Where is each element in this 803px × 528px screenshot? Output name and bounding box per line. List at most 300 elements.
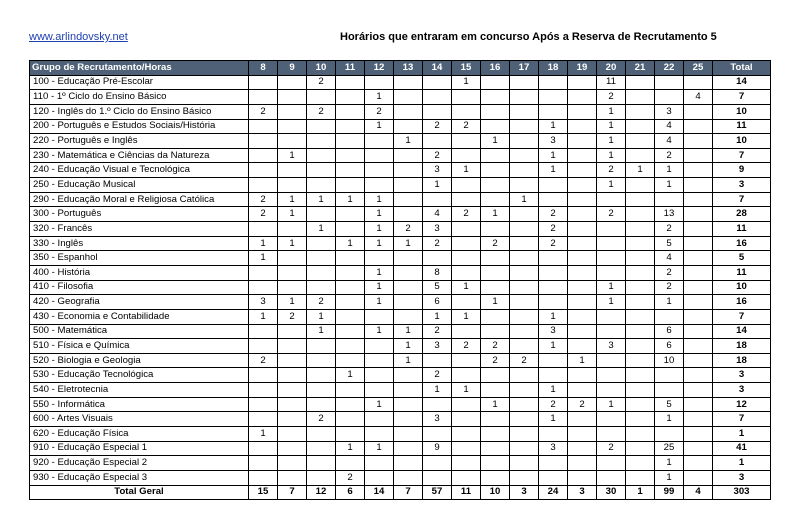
hours-cell xyxy=(481,104,510,119)
hours-cell xyxy=(249,90,278,105)
total-row xyxy=(30,485,771,500)
hours-cell: 5 xyxy=(423,280,452,295)
hours-cell: 2 xyxy=(249,104,278,119)
hours-cell xyxy=(539,456,568,471)
grand-total-hours-cell: 11 xyxy=(452,485,481,500)
row-total-cell: 16 xyxy=(713,295,771,310)
hours-cell xyxy=(394,251,423,266)
hours-cell xyxy=(307,90,336,105)
table-row xyxy=(30,119,771,134)
hours-cell xyxy=(510,251,539,266)
hours-cell xyxy=(626,383,655,398)
hours-cell xyxy=(481,470,510,485)
hours-cell: 1 xyxy=(539,383,568,398)
hours-cell xyxy=(510,324,539,339)
hours-cell: 1 xyxy=(539,148,568,163)
hours-cell xyxy=(539,295,568,310)
hours-cell xyxy=(336,295,365,310)
hours-cell: 1 xyxy=(278,295,307,310)
hours-cell xyxy=(510,295,539,310)
hours-cell: 2 xyxy=(481,353,510,368)
hours-cell xyxy=(307,339,336,354)
hours-cell: 2 xyxy=(452,119,481,134)
hours-cell: 6 xyxy=(655,324,684,339)
hours-cell xyxy=(394,178,423,193)
hours-cell xyxy=(249,119,278,134)
grand-total-hours-cell: 30 xyxy=(597,485,626,500)
column-header-hour: 21 xyxy=(626,61,655,76)
hours-cell xyxy=(394,104,423,119)
hours-cell: 9 xyxy=(423,441,452,456)
hours-cell xyxy=(539,104,568,119)
column-header-hour: 12 xyxy=(365,61,394,76)
hours-cell: 1 xyxy=(510,192,539,207)
hours-cell xyxy=(684,397,713,412)
hours-cell xyxy=(684,427,713,442)
hours-cell: 2 xyxy=(307,75,336,90)
column-header-hour: 15 xyxy=(452,61,481,76)
table-row xyxy=(30,251,771,266)
row-total-cell: 14 xyxy=(713,324,771,339)
hours-cell xyxy=(278,75,307,90)
hours-cell xyxy=(423,353,452,368)
header-row xyxy=(30,61,771,76)
hours-cell: 5 xyxy=(655,397,684,412)
hours-cell xyxy=(394,119,423,134)
hours-cell: 1 xyxy=(307,192,336,207)
hours-cell xyxy=(336,353,365,368)
hours-cell: 1 xyxy=(423,383,452,398)
hours-cell: 1 xyxy=(539,119,568,134)
row-total-cell: 3 xyxy=(713,178,771,193)
hours-cell: 1 xyxy=(307,222,336,237)
hours-cell xyxy=(365,148,394,163)
page-title: Horários que entraram em concurso Após a Reserva de Recrutamento 5 xyxy=(340,31,717,43)
hours-cell xyxy=(510,75,539,90)
hours-cell xyxy=(336,222,365,237)
hours-cell: 1 xyxy=(278,192,307,207)
hours-cell: 1 xyxy=(539,309,568,324)
hours-cell xyxy=(394,295,423,310)
hours-cell xyxy=(336,456,365,471)
hours-cell: 1 xyxy=(365,90,394,105)
hours-cell xyxy=(394,280,423,295)
hours-cell xyxy=(510,90,539,105)
hours-cell xyxy=(626,427,655,442)
hours-cell xyxy=(481,280,510,295)
hours-cell xyxy=(365,456,394,471)
hours-cell xyxy=(539,353,568,368)
hours-cell: 1 xyxy=(365,236,394,251)
hours-cell xyxy=(336,324,365,339)
table-body xyxy=(30,75,771,485)
group-cell: 920 - Educação Especial 2 xyxy=(30,456,249,471)
hours-cell xyxy=(452,456,481,471)
grand-total-hours-cell: 1 xyxy=(626,485,655,500)
grand-total-cell: 303 xyxy=(713,485,771,500)
hours-cell xyxy=(626,470,655,485)
hours-cell: 2 xyxy=(423,236,452,251)
hours-cell xyxy=(684,353,713,368)
group-cell: 110 - 1º Ciclo do Ensino Básico xyxy=(30,90,249,105)
row-total-cell: 11 xyxy=(713,265,771,280)
hours-cell xyxy=(568,309,597,324)
hours-cell xyxy=(684,178,713,193)
hours-cell: 2 xyxy=(452,207,481,222)
hours-cell xyxy=(655,309,684,324)
hours-cell: 2 xyxy=(568,397,597,412)
hours-cell xyxy=(278,353,307,368)
hours-cell xyxy=(307,427,336,442)
table-row xyxy=(30,339,771,354)
grand-total-hours-cell: 57 xyxy=(423,485,452,500)
hours-cell xyxy=(249,178,278,193)
hours-cell xyxy=(684,148,713,163)
hours-cell xyxy=(336,383,365,398)
hours-cell xyxy=(568,456,597,471)
hours-cell: 1 xyxy=(336,192,365,207)
hours-cell: 1 xyxy=(307,309,336,324)
hours-cell: 2 xyxy=(655,222,684,237)
hours-cell xyxy=(510,456,539,471)
group-cell: 240 - Educação Visual e Tecnológica xyxy=(30,163,249,178)
hours-cell: 1 xyxy=(365,295,394,310)
hours-cell xyxy=(394,456,423,471)
row-total-cell: 10 xyxy=(713,134,771,149)
hours-cell xyxy=(278,119,307,134)
hours-cell xyxy=(568,427,597,442)
hours-cell xyxy=(684,412,713,427)
hours-cell xyxy=(452,134,481,149)
hours-cell: 2 xyxy=(452,339,481,354)
hours-cell: 1 xyxy=(655,178,684,193)
hours-cell: 2 xyxy=(307,412,336,427)
hours-cell xyxy=(336,427,365,442)
grand-total-hours-cell: 12 xyxy=(307,485,336,500)
hours-cell: 1 xyxy=(597,178,626,193)
hours-cell xyxy=(481,456,510,471)
row-total-cell: 14 xyxy=(713,75,771,90)
hours-cell xyxy=(655,90,684,105)
hours-cell xyxy=(568,90,597,105)
hours-cell: 2 xyxy=(365,104,394,119)
hours-cell xyxy=(278,456,307,471)
hours-cell: 2 xyxy=(249,207,278,222)
group-cell: 550 - Informática xyxy=(30,397,249,412)
hours-cell xyxy=(278,90,307,105)
hours-cell xyxy=(452,178,481,193)
group-cell: 350 - Espanhol xyxy=(30,251,249,266)
hours-cell xyxy=(336,178,365,193)
hours-cell: 25 xyxy=(655,441,684,456)
hours-cell xyxy=(336,163,365,178)
hours-cell xyxy=(684,104,713,119)
hours-cell xyxy=(249,324,278,339)
hours-cell xyxy=(394,207,423,222)
hours-cell xyxy=(307,236,336,251)
hours-cell xyxy=(481,192,510,207)
table-row xyxy=(30,397,771,412)
row-total-cell: 16 xyxy=(713,236,771,251)
hours-cell xyxy=(394,383,423,398)
group-cell: 420 - Geografia xyxy=(30,295,249,310)
hours-cell: 1 xyxy=(452,309,481,324)
hours-cell xyxy=(626,251,655,266)
hours-cell: 4 xyxy=(655,251,684,266)
hours-cell xyxy=(597,456,626,471)
hours-cell: 3 xyxy=(249,295,278,310)
grand-total-hours-cell: 7 xyxy=(278,485,307,500)
hours-cell xyxy=(307,148,336,163)
hours-cell: 1 xyxy=(597,148,626,163)
table-row xyxy=(30,412,771,427)
hours-cell xyxy=(597,368,626,383)
hours-cell: 8 xyxy=(423,265,452,280)
hours-cell xyxy=(597,427,626,442)
table-row xyxy=(30,456,771,471)
hours-cell: 1 xyxy=(365,119,394,134)
hours-cell xyxy=(626,222,655,237)
grand-total-hours-cell: 3 xyxy=(510,485,539,500)
hours-cell: 1 xyxy=(336,368,365,383)
row-total-cell: 11 xyxy=(713,222,771,237)
hours-cell xyxy=(336,339,365,354)
hours-cell xyxy=(626,353,655,368)
hours-cell xyxy=(539,75,568,90)
hours-cell xyxy=(249,397,278,412)
hours-cell xyxy=(481,368,510,383)
row-total-cell: 3 xyxy=(713,470,771,485)
hours-cell xyxy=(510,222,539,237)
hours-cell xyxy=(481,75,510,90)
hours-cell xyxy=(452,368,481,383)
hours-cell: 1 xyxy=(365,441,394,456)
hours-cell xyxy=(278,134,307,149)
hours-cell xyxy=(365,470,394,485)
hours-cell xyxy=(394,427,423,442)
row-total-cell: 11 xyxy=(713,119,771,134)
group-cell: 530 - Educação Tecnológica xyxy=(30,368,249,383)
hours-cell xyxy=(510,280,539,295)
hours-cell xyxy=(423,427,452,442)
hours-cell: 3 xyxy=(539,324,568,339)
hours-cell xyxy=(278,412,307,427)
hours-cell: 1 xyxy=(365,280,394,295)
group-cell: 510 - Física e Química xyxy=(30,339,249,354)
hours-cell: 1 xyxy=(539,412,568,427)
site-link[interactable]: www.arlindovsky.net xyxy=(29,31,128,43)
hours-cell xyxy=(568,339,597,354)
hours-cell xyxy=(626,368,655,383)
hours-cell xyxy=(336,265,365,280)
column-header-hour: 20 xyxy=(597,61,626,76)
hours-cell xyxy=(626,441,655,456)
hours-cell xyxy=(278,104,307,119)
group-cell: 540 - Eletrotecnia xyxy=(30,383,249,398)
hours-cell xyxy=(684,309,713,324)
hours-cell xyxy=(510,441,539,456)
hours-cell: 1 xyxy=(307,324,336,339)
hours-cell xyxy=(394,163,423,178)
hours-cell xyxy=(510,119,539,134)
hours-cell: 1 xyxy=(365,222,394,237)
row-total-cell: 10 xyxy=(713,104,771,119)
hours-cell xyxy=(249,383,278,398)
hours-cell: 1 xyxy=(394,324,423,339)
column-header-hour: 14 xyxy=(423,61,452,76)
row-total-cell: 5 xyxy=(713,251,771,266)
hours-cell xyxy=(510,134,539,149)
hours-cell xyxy=(423,251,452,266)
grand-total-hours-cell: 99 xyxy=(655,485,684,500)
hours-cell xyxy=(568,222,597,237)
column-header-hour: 13 xyxy=(394,61,423,76)
hours-cell xyxy=(423,397,452,412)
hours-cell xyxy=(249,163,278,178)
hours-cell: 1 xyxy=(597,134,626,149)
hours-cell xyxy=(481,309,510,324)
hours-cell: 3 xyxy=(423,339,452,354)
hours-cell xyxy=(307,397,336,412)
hours-cell xyxy=(307,383,336,398)
hours-cell xyxy=(568,148,597,163)
hours-cell xyxy=(336,119,365,134)
hours-cell xyxy=(307,119,336,134)
hours-cell xyxy=(539,427,568,442)
hours-cell xyxy=(568,178,597,193)
hours-cell: 1 xyxy=(278,236,307,251)
row-total-cell: 9 xyxy=(713,163,771,178)
hours-cell: 2 xyxy=(278,309,307,324)
hours-cell xyxy=(481,222,510,237)
hours-cell: 1 xyxy=(655,295,684,310)
hours-cell xyxy=(307,470,336,485)
grand-total-hours-cell: 15 xyxy=(249,485,278,500)
hours-cell: 4 xyxy=(655,134,684,149)
hours-cell xyxy=(626,178,655,193)
hours-cell xyxy=(394,470,423,485)
hours-cell xyxy=(423,470,452,485)
hours-cell xyxy=(684,280,713,295)
hours-cell: 1 xyxy=(365,324,394,339)
hours-cell xyxy=(568,324,597,339)
hours-cell xyxy=(626,90,655,105)
hours-cell xyxy=(423,75,452,90)
total-row-label: Total Geral xyxy=(30,485,249,500)
hours-cell xyxy=(626,119,655,134)
hours-cell xyxy=(626,456,655,471)
hours-cell xyxy=(510,148,539,163)
hours-cell xyxy=(336,75,365,90)
hours-cell xyxy=(249,148,278,163)
hours-cell xyxy=(510,427,539,442)
hours-cell xyxy=(249,412,278,427)
hours-cell xyxy=(568,134,597,149)
hours-cell xyxy=(394,441,423,456)
hours-cell xyxy=(510,412,539,427)
hours-cell: 1 xyxy=(365,397,394,412)
hours-cell: 1 xyxy=(452,280,481,295)
row-total-cell: 3 xyxy=(713,368,771,383)
hours-cell xyxy=(336,309,365,324)
hours-cell xyxy=(249,456,278,471)
table-row xyxy=(30,280,771,295)
hours-cell xyxy=(568,265,597,280)
hours-cell: 1 xyxy=(394,236,423,251)
hours-cell xyxy=(278,265,307,280)
hours-cell: 5 xyxy=(655,236,684,251)
hours-cell xyxy=(452,324,481,339)
hours-cell: 1 xyxy=(539,339,568,354)
hours-cell xyxy=(684,368,713,383)
hours-cell: 2 xyxy=(423,148,452,163)
hours-cell xyxy=(510,383,539,398)
column-header-group: Grupo de Recrutamento/Horas xyxy=(30,61,249,76)
hours-cell xyxy=(597,222,626,237)
table-row xyxy=(30,75,771,90)
hours-cell xyxy=(394,192,423,207)
hours-cell: 1 xyxy=(481,397,510,412)
table-row xyxy=(30,207,771,222)
group-cell: 930 - Educação Especial 3 xyxy=(30,470,249,485)
recruitment-hours-table xyxy=(29,60,771,500)
hours-cell: 4 xyxy=(423,207,452,222)
hours-cell xyxy=(336,412,365,427)
hours-cell xyxy=(394,309,423,324)
hours-cell xyxy=(539,178,568,193)
hours-cell: 1 xyxy=(249,309,278,324)
hours-cell xyxy=(307,207,336,222)
hours-cell: 2 xyxy=(510,353,539,368)
hours-cell: 1 xyxy=(249,251,278,266)
hours-cell xyxy=(278,178,307,193)
hours-cell xyxy=(481,163,510,178)
hours-cell xyxy=(510,163,539,178)
hours-cell xyxy=(394,412,423,427)
hours-cell xyxy=(626,280,655,295)
hours-cell: 1 xyxy=(365,265,394,280)
hours-cell xyxy=(278,397,307,412)
table-row xyxy=(30,90,771,105)
hours-cell xyxy=(626,295,655,310)
hours-cell xyxy=(597,353,626,368)
hours-cell xyxy=(452,222,481,237)
hours-cell xyxy=(684,134,713,149)
hours-cell xyxy=(278,324,307,339)
hours-cell xyxy=(452,104,481,119)
hours-cell: 2 xyxy=(423,368,452,383)
hours-cell xyxy=(249,222,278,237)
hours-cell xyxy=(626,75,655,90)
hours-cell: 1 xyxy=(365,192,394,207)
row-total-cell: 41 xyxy=(713,441,771,456)
hours-cell xyxy=(568,207,597,222)
hours-cell: 3 xyxy=(423,163,452,178)
hours-cell: 1 xyxy=(597,295,626,310)
hours-cell xyxy=(626,192,655,207)
hours-cell xyxy=(684,163,713,178)
hours-cell: 1 xyxy=(481,134,510,149)
hours-cell: 3 xyxy=(655,104,684,119)
hours-cell: 1 xyxy=(481,295,510,310)
hours-cell xyxy=(568,470,597,485)
table-row xyxy=(30,295,771,310)
hours-cell xyxy=(510,178,539,193)
hours-cell xyxy=(510,397,539,412)
hours-cell xyxy=(510,236,539,251)
hours-cell xyxy=(568,104,597,119)
hours-cell xyxy=(626,207,655,222)
